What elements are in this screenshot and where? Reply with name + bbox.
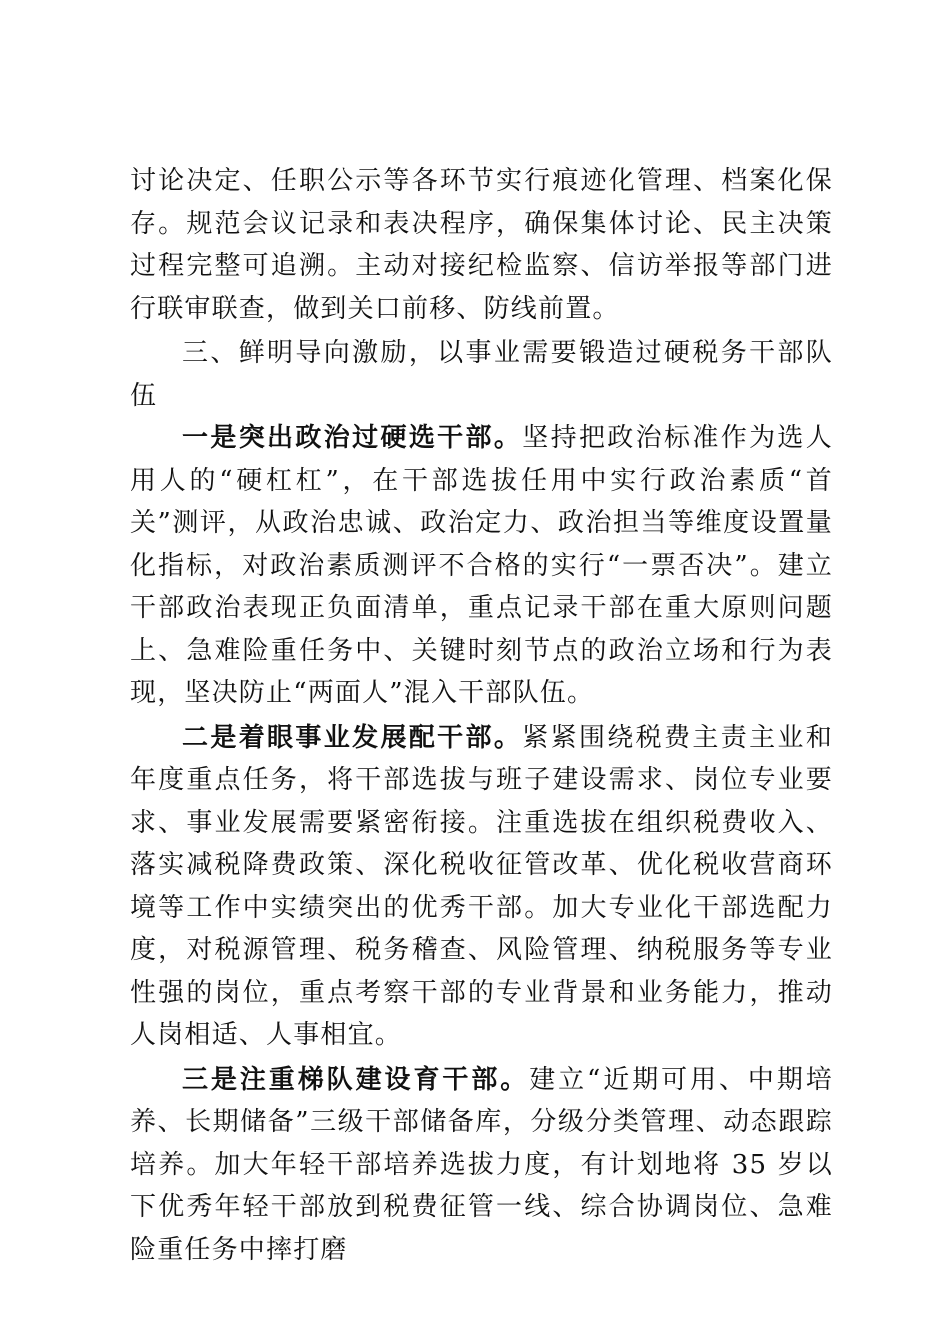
paragraph-body: 坚持把政治标准作为选人用人的“硬杠杠”，在干部选拔任用中实行政治素质“首关”测评，从政治忠诚、政治定力、政治担当等维度设置量化指标，对政治素质测评不合格的实行“一票否决”。建立干部政治表现正负面清单，重点记录干部在重大原则问题上、急难险重任务中、关键时刻节点的政治立场和行为表现，坚决防止“两面人”混入干部队伍。 xyxy=(130,423,833,708)
paragraph-career-development xyxy=(130,717,833,1057)
paragraph-political-selection xyxy=(130,417,833,715)
paragraph-lead: 一是突出政治过硬选干部。 xyxy=(182,423,523,453)
paragraph-lead: 二是着眼事业发展配干部。 xyxy=(182,722,523,753)
section-heading: 三、鲜明导向激励，以事业需要锻造过硬税务干部队伍 xyxy=(130,338,833,411)
paragraph-body: 紧紧围绕税费主责主业和年度重点任务，将干部选拔与班子建设需求、岗位专业要求、事业发展需要紧密衔接。注重选拔在组织税费收入、落实减税降费政策、深化税收征管改革、优化税收营商环境等工作中实绩突出的优秀干部。加大专业化干部选配力度，对税源管理、税务稽查、风险管理、纳税服务等专业性强的岗位，重点考察干部的专业背景和业务能力，推动人岗相适、人事相宜。 xyxy=(130,722,833,1050)
paragraph-talent-pipeline xyxy=(130,1059,833,1272)
paragraph-continuation: 讨论决定、任职公示等各环节实行痕迹化管理、档案化保存。规范会议记录和表决程序，确保集体讨论、民主决策过程完整可追溯。主动对接纪检监察、信访举报等部门进行联审联查，做到关口前移、防线前置。 xyxy=(130,166,833,324)
paragraph-body: 建立“近期可用、中期培养、长期储备”三级干部储备库，分级分类管理、动态跟踪培养。加大年轻干部培养选拔力度，有计划地将 35 岁以下优秀年轻干部放到税费征管一线、综合协调岗位、急难险重任务中摔打磨 xyxy=(130,1064,833,1265)
document-page xyxy=(130,160,833,1271)
paragraph-lead: 三是注重梯队建设育干部。 xyxy=(182,1064,530,1095)
